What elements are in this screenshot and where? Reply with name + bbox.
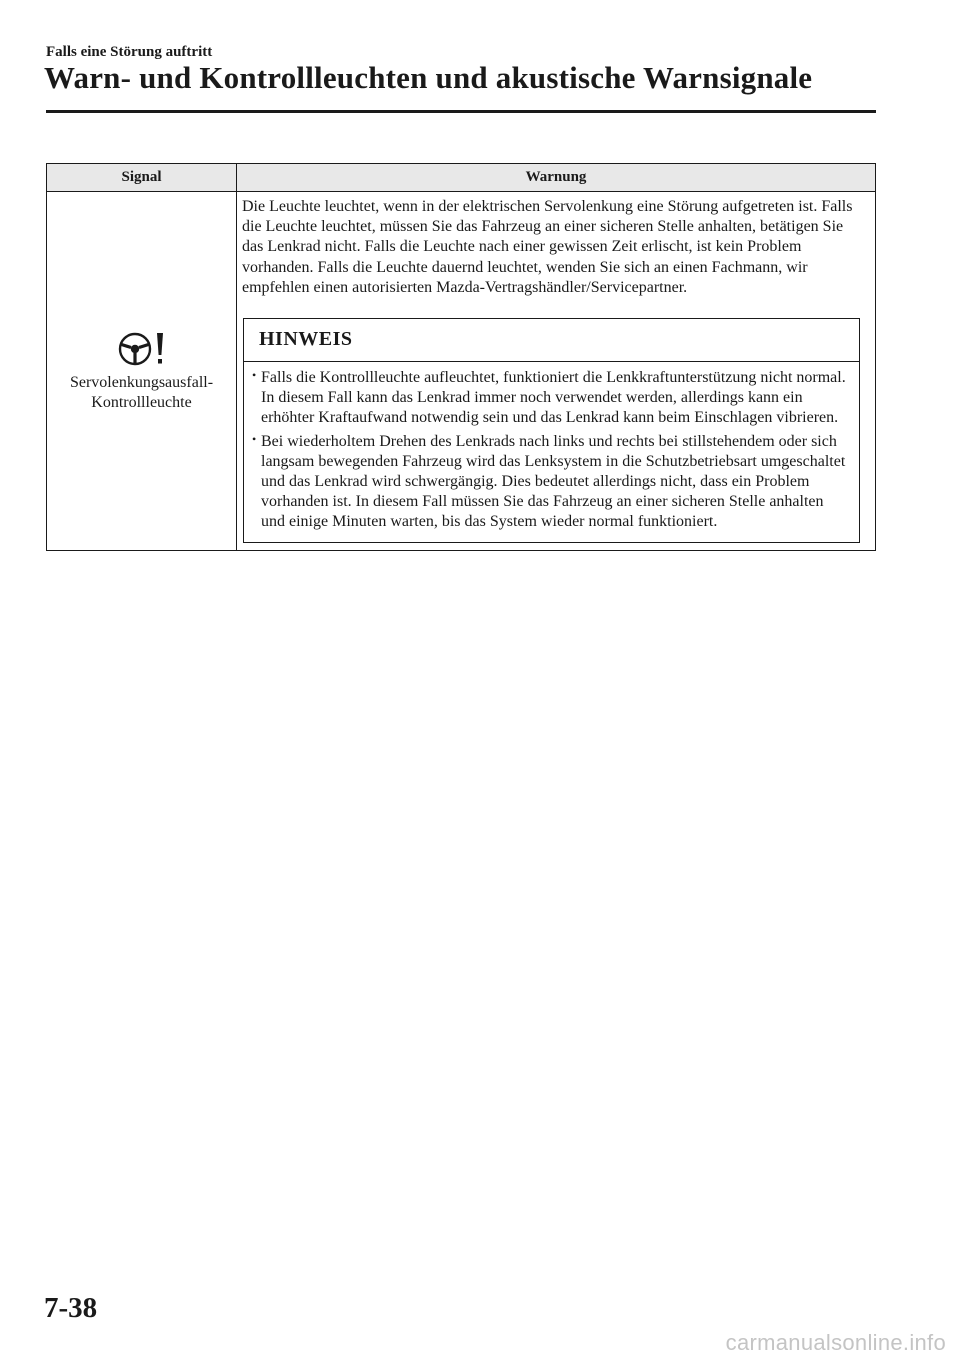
signal-name-line2: Kontrollleuchte bbox=[91, 393, 192, 411]
note-item bbox=[252, 368, 847, 429]
table-row bbox=[47, 192, 876, 551]
column-header-warning: Warnung bbox=[237, 164, 876, 192]
signal-cell bbox=[47, 192, 237, 551]
warning-cell bbox=[237, 192, 876, 551]
page-title: Warn- und Kontrollleuchten und akustische Warnsignale bbox=[44, 60, 813, 95]
warning-text: Die Leuchte leuchtet, wenn in der elektrischen Servolenkung eine Störung aufgetreten ist. Falls die Leuchte leuchtet, müssen Sie das Fahrzeug an einer sicheren Stelle anhalten, betätigen Sie das Lenkrad nicht. Falls die Leuchte nach einer gewissen Zeit erlischt, ist kein Problem vorhanden. Falls die Leuchte dauernd leuchtet, wenden Sie sich an einen Fachmann, wir empfehlen einen autorisierten Mazda-Vertragshändler/Servicepartner. bbox=[242, 198, 853, 296]
note-item bbox=[252, 432, 847, 533]
note-item-text: Falls die Kontrollleuchte aufleuchtet, funktioniert die Lenkkraftunterstützung nicht normal. In diesem Fall kann das Lenkrad immer noch verwendet werden, allerdings kann ein erhöhter Kraftaufwand notwendig sein und das Lenkrad kann beim Einschlagen vibrieren. bbox=[261, 369, 846, 427]
power-steering-warning-icon bbox=[115, 329, 169, 367]
note-box bbox=[243, 318, 860, 543]
column-header-signal: Signal bbox=[47, 164, 237, 192]
table-header-row bbox=[47, 164, 876, 192]
watermark: carmanualsonline.info bbox=[725, 1330, 946, 1355]
bullet-icon: • bbox=[252, 431, 257, 446]
note-item-text: Bei wiederholtem Drehen des Lenkrads nach links und rechts bei stillstehendem oder sich langsam bewegenden Fahrzeug wird das Lenksystem in die Schutzbetriebsart umgeschaltet und das Lenkrad wird schwergängig. Dies bedeutet allerdings nicht, dass ein Problem vorhanden ist. In diesem Fall müssen Sie das Fahrzeug an einer sicheren Stelle anhalten und einige Minuten warten, bis das System wieder normal funktioniert. bbox=[261, 432, 846, 531]
page-number: 7-38 bbox=[44, 1292, 98, 1324]
title-rule bbox=[46, 110, 876, 113]
signal-name-line1: Servolenkungsausfall- bbox=[69, 373, 214, 391]
section-label: Falls eine Störung auftritt bbox=[46, 44, 213, 60]
note-title: HINWEIS bbox=[244, 319, 859, 362]
note-body bbox=[244, 362, 859, 542]
signal-table bbox=[46, 163, 876, 551]
bullet-icon: • bbox=[252, 368, 257, 383]
